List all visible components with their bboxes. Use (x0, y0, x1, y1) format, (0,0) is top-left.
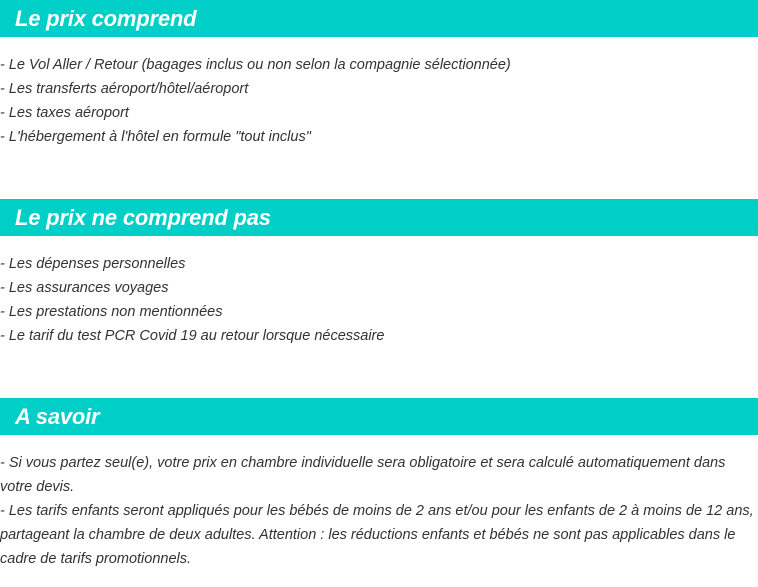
section-header-not-included (0, 199, 758, 236)
list-item: - Les transferts aéroport/hôtel/aéroport (0, 81, 249, 97)
included-list (0, 53, 756, 149)
list-item: - Les dépenses personnelles (0, 256, 186, 272)
good-to-know-list (0, 451, 756, 571)
section-title: Le prix ne comprend pas (15, 204, 271, 230)
section-title: Le prix comprend (15, 5, 197, 31)
section-title: A savoir (15, 403, 100, 429)
list-item: - Les prestations non mentionnées (0, 304, 223, 320)
list-item: - Le Vol Aller / Retour (bagages inclus ou non selon la compagnie sélectionnée) (0, 57, 511, 73)
section-header-good-to-know (0, 398, 758, 435)
not-included-list (0, 252, 756, 348)
list-item: - Si vous partez seul(e), votre prix en chambre individuelle sera obligatoire et sera calculé automatiquement dans votre devis. (0, 455, 726, 495)
section-header-included (0, 0, 758, 37)
list-item: - Le tarif du test PCR Covid 19 au retour lorsque nécessaire (0, 328, 385, 344)
list-item: - L'hébergement à l'hôtel en formule "tout inclus" (0, 129, 311, 145)
list-item: - Les taxes aéroport (0, 105, 129, 121)
list-item: - Les assurances voyages (0, 280, 169, 296)
list-item: - Les tarifs enfants seront appliqués pour les bébés de moins de 2 ans et/ou pour les enfants de 2 à moins de 12 ans, partageant la chambre de deux adultes. Attention : les réductions enfants et bébés ne sont pas applicables dans le cadre de tarifs promotionnels. (0, 503, 754, 567)
